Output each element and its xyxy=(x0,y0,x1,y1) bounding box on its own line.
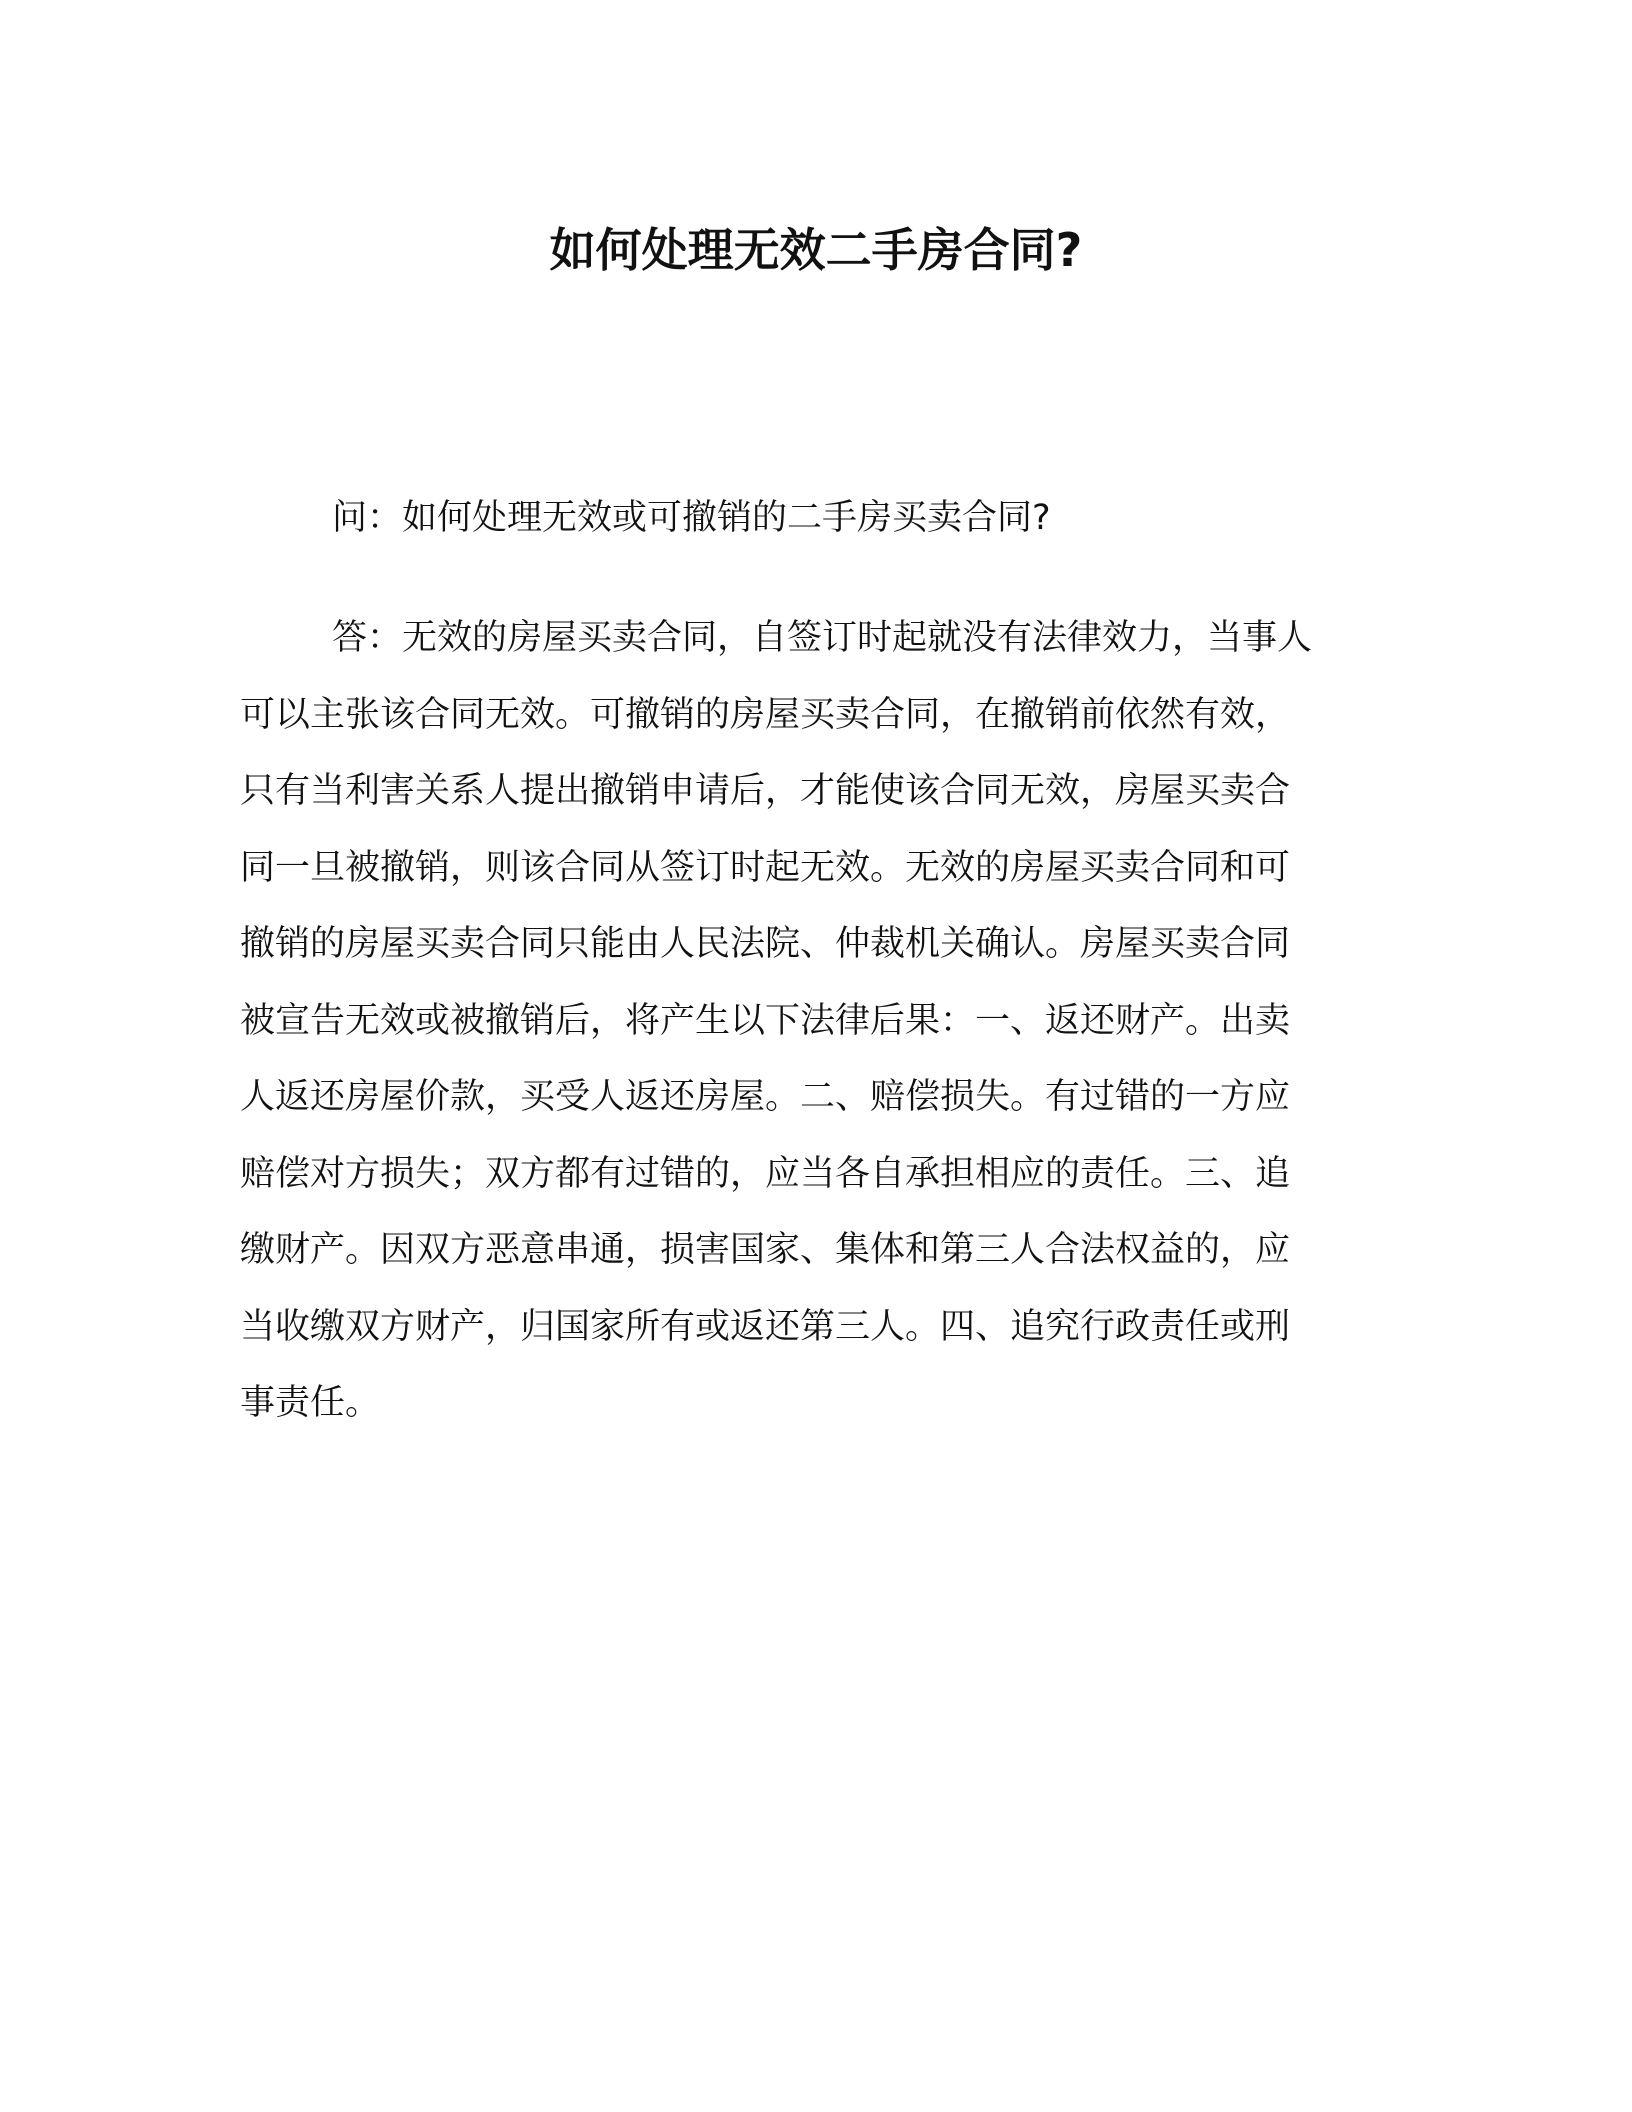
answer-line: 缴财产。因双方恶意串通，损害国家、集体和第三人合法权益的，应 xyxy=(240,1230,1291,1270)
answer-line: 撤销的房屋买卖合同只能由人民法院、仲裁机关确认。房屋买卖合同 xyxy=(240,924,1291,964)
answer-line: 只有当利害关系人提出撤销申请后，才能使该合同无效，房屋买卖合 xyxy=(240,771,1291,811)
answer-line: 同一旦被撤销，则该合同从签订时起无效。无效的房屋买卖合同和可 xyxy=(240,847,1291,888)
answer-line: 人返还房屋价款，买受人返还房屋。二、赔偿损失。有过错的一方应 xyxy=(240,1077,1291,1117)
question-paragraph: 问：如何处理无效或可撤销的二手房买卖合同? xyxy=(332,498,1051,538)
answer-line: 答：无效的房屋买卖合同，自签订时起就没有法律效力，当事人 xyxy=(332,618,1313,658)
answer-line: 赔偿对方损失；双方都有过错的，应当各自承担相应的责任。三、追 xyxy=(240,1153,1291,1194)
answer-line: 当收缴双方财产，归国家所有或返还第三人。四、追究行政责任或刑 xyxy=(240,1306,1291,1347)
answer-line: 事责任。 xyxy=(240,1383,381,1423)
answer-paragraph xyxy=(240,600,1376,1442)
page-title: 如何处理无效二手房合同? xyxy=(549,223,1083,277)
answer-line: 可以主张该合同无效。可撤销的房屋买卖合同，在撤销前依然有效， xyxy=(240,694,1291,735)
answer-line: 被宣告无效或被撤销后，将产生以下法律后果：一、返还财产。出卖 xyxy=(240,1000,1291,1041)
